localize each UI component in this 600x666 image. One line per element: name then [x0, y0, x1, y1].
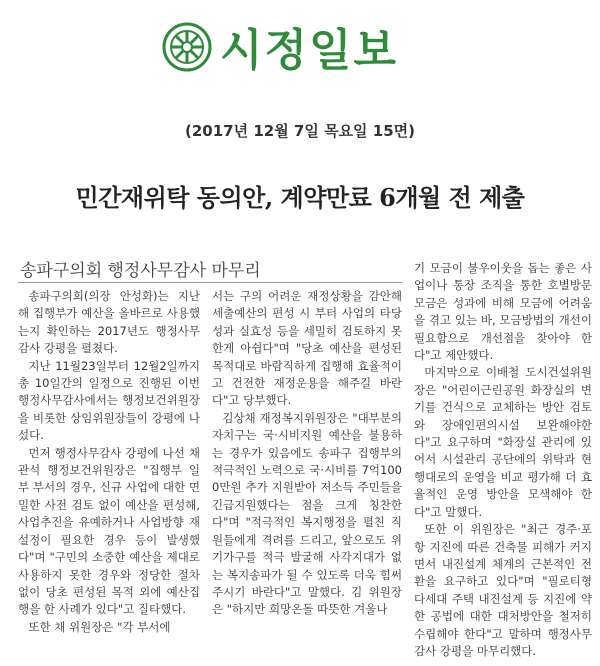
paragraph: 송파구의회(의장 안성화)는 지난해 집행부가 예산을 올바르로 사용했는지 확인하는 2017년도 행정사무감사 강평을 펼쳤다. — [18, 289, 200, 356]
paragraph: 서는 구의 어려운 재정상황을 감안해 세출예산의 편성 시 부터 사업의 타당성과 실효성 등을 세밀히 검토하지 못한게 아쉽다"며 "당초 예산을 편성된 목적대로 바람직하게 집행해 효율적이고 건전한 재정운용을 해주길 바란다"고 당부했다. — [212, 289, 402, 408]
paragraph: 기 모금이 불우이웃을 돕는 좋은 사업이나 통장 조직을 통한 호별방문 모금은 성과에 비해 모금에 어려움을 겪고 있는 바, 모금방법의 개선이 필요함으로 개선점을 찾아야 한다"고 제안했다. — [414, 261, 592, 363]
paragraph: 또한 이 위원장은 "최근 경주·포항 지진에 따른 건축물 피해가 커지면서 내진설계 체계의 근본적인 전환을 요구하고 있다"며 "필로티형 다세대 주택 내진설계 등 지진에 약한 공법에 대한 대처방안을 철저히 수립해야 한다"고 말하며 행정사무감사 강평을 마무리했다. — [414, 522, 592, 658]
article-column-3 — [414, 260, 592, 664]
subhead-divider — [18, 282, 402, 283]
paragraph: 먼저 행정사무감사 강평에 나선 채관석 행정보건위원장은 "집행부 일부 부서의 경우, 신규 사업에 대한 면밀한 사전 검토 없이 예산을 편성해, 사업추진을 유예하거나 사업방향 재설정이 필요한 경우 등이 발생했다"며 "구민의 소중한 예산을 제대로 사용하지 못한 경우와 정당한 절차 없이 당초 편성된 목적 외에 예산집행을 한 사례가 있다"고 질타했다. — [18, 445, 200, 617]
masthead — [0, 0, 600, 95]
article-column-2 — [212, 288, 402, 664]
headline: 민간재위탁 동의안, 계약만료 6개월 전 제출 — [75, 183, 525, 212]
paragraph: 마지막으로 이배철 도시건설위원장은 "어린이근린공원 화장실의 변기를 건식으로 교체하는 방안 검토와 장애인편의시설 보완해야한다"고 요구하며 "화장실 관리에 있어서 시설관리 공단에의 위탁과 현행대로의 운영을 비교 평가해 더 효율적인 운영 방안을 모색해야 한다"고 말했다. — [414, 365, 592, 519]
city-emblem-icon — [162, 22, 212, 72]
paragraph: 또한 채 위원장은 "각 부서에 — [28, 619, 171, 634]
paper-name: 시정일보 — [220, 25, 399, 76]
subheadline: 송파구의회 행정사무감사 마무리 — [20, 261, 261, 281]
edition-info: (2017년 12월 7일 목요일 15면) — [185, 122, 415, 140]
paragraph: 김상채 재정복지위원장은 "대부분의 자치구는 국·시비지원 예산을 불용하는 경우가 있음에도 송파구 집행부의 적극적인 노력으로 국·시비를 7억1000만원 추가 지원받아 저소득 주민들을 긴급지원했다는 점을 크게 칭찬한다"며 "적극적인 복지행정을 펼친 직원들에게 격려를 드리고, 앞으로도 위기가구를 적극 발굴해 사각지대가 없는 복지송파가 될 수 있도록 더욱 힘써 주시기 바란다"고 말했다. 김 위원장은 "하지만 희망온돌 따뜻한 겨울나 — [212, 410, 402, 617]
article-column-1 — [18, 288, 200, 664]
paragraph: 지난 11월23일부터 12월2일까지 총 10일간의 일정으로 진행된 이번 행정사무감사에서는 행정보건위원장을 비롯한 상임위원장들이 강평에 나섰다. — [18, 358, 200, 443]
